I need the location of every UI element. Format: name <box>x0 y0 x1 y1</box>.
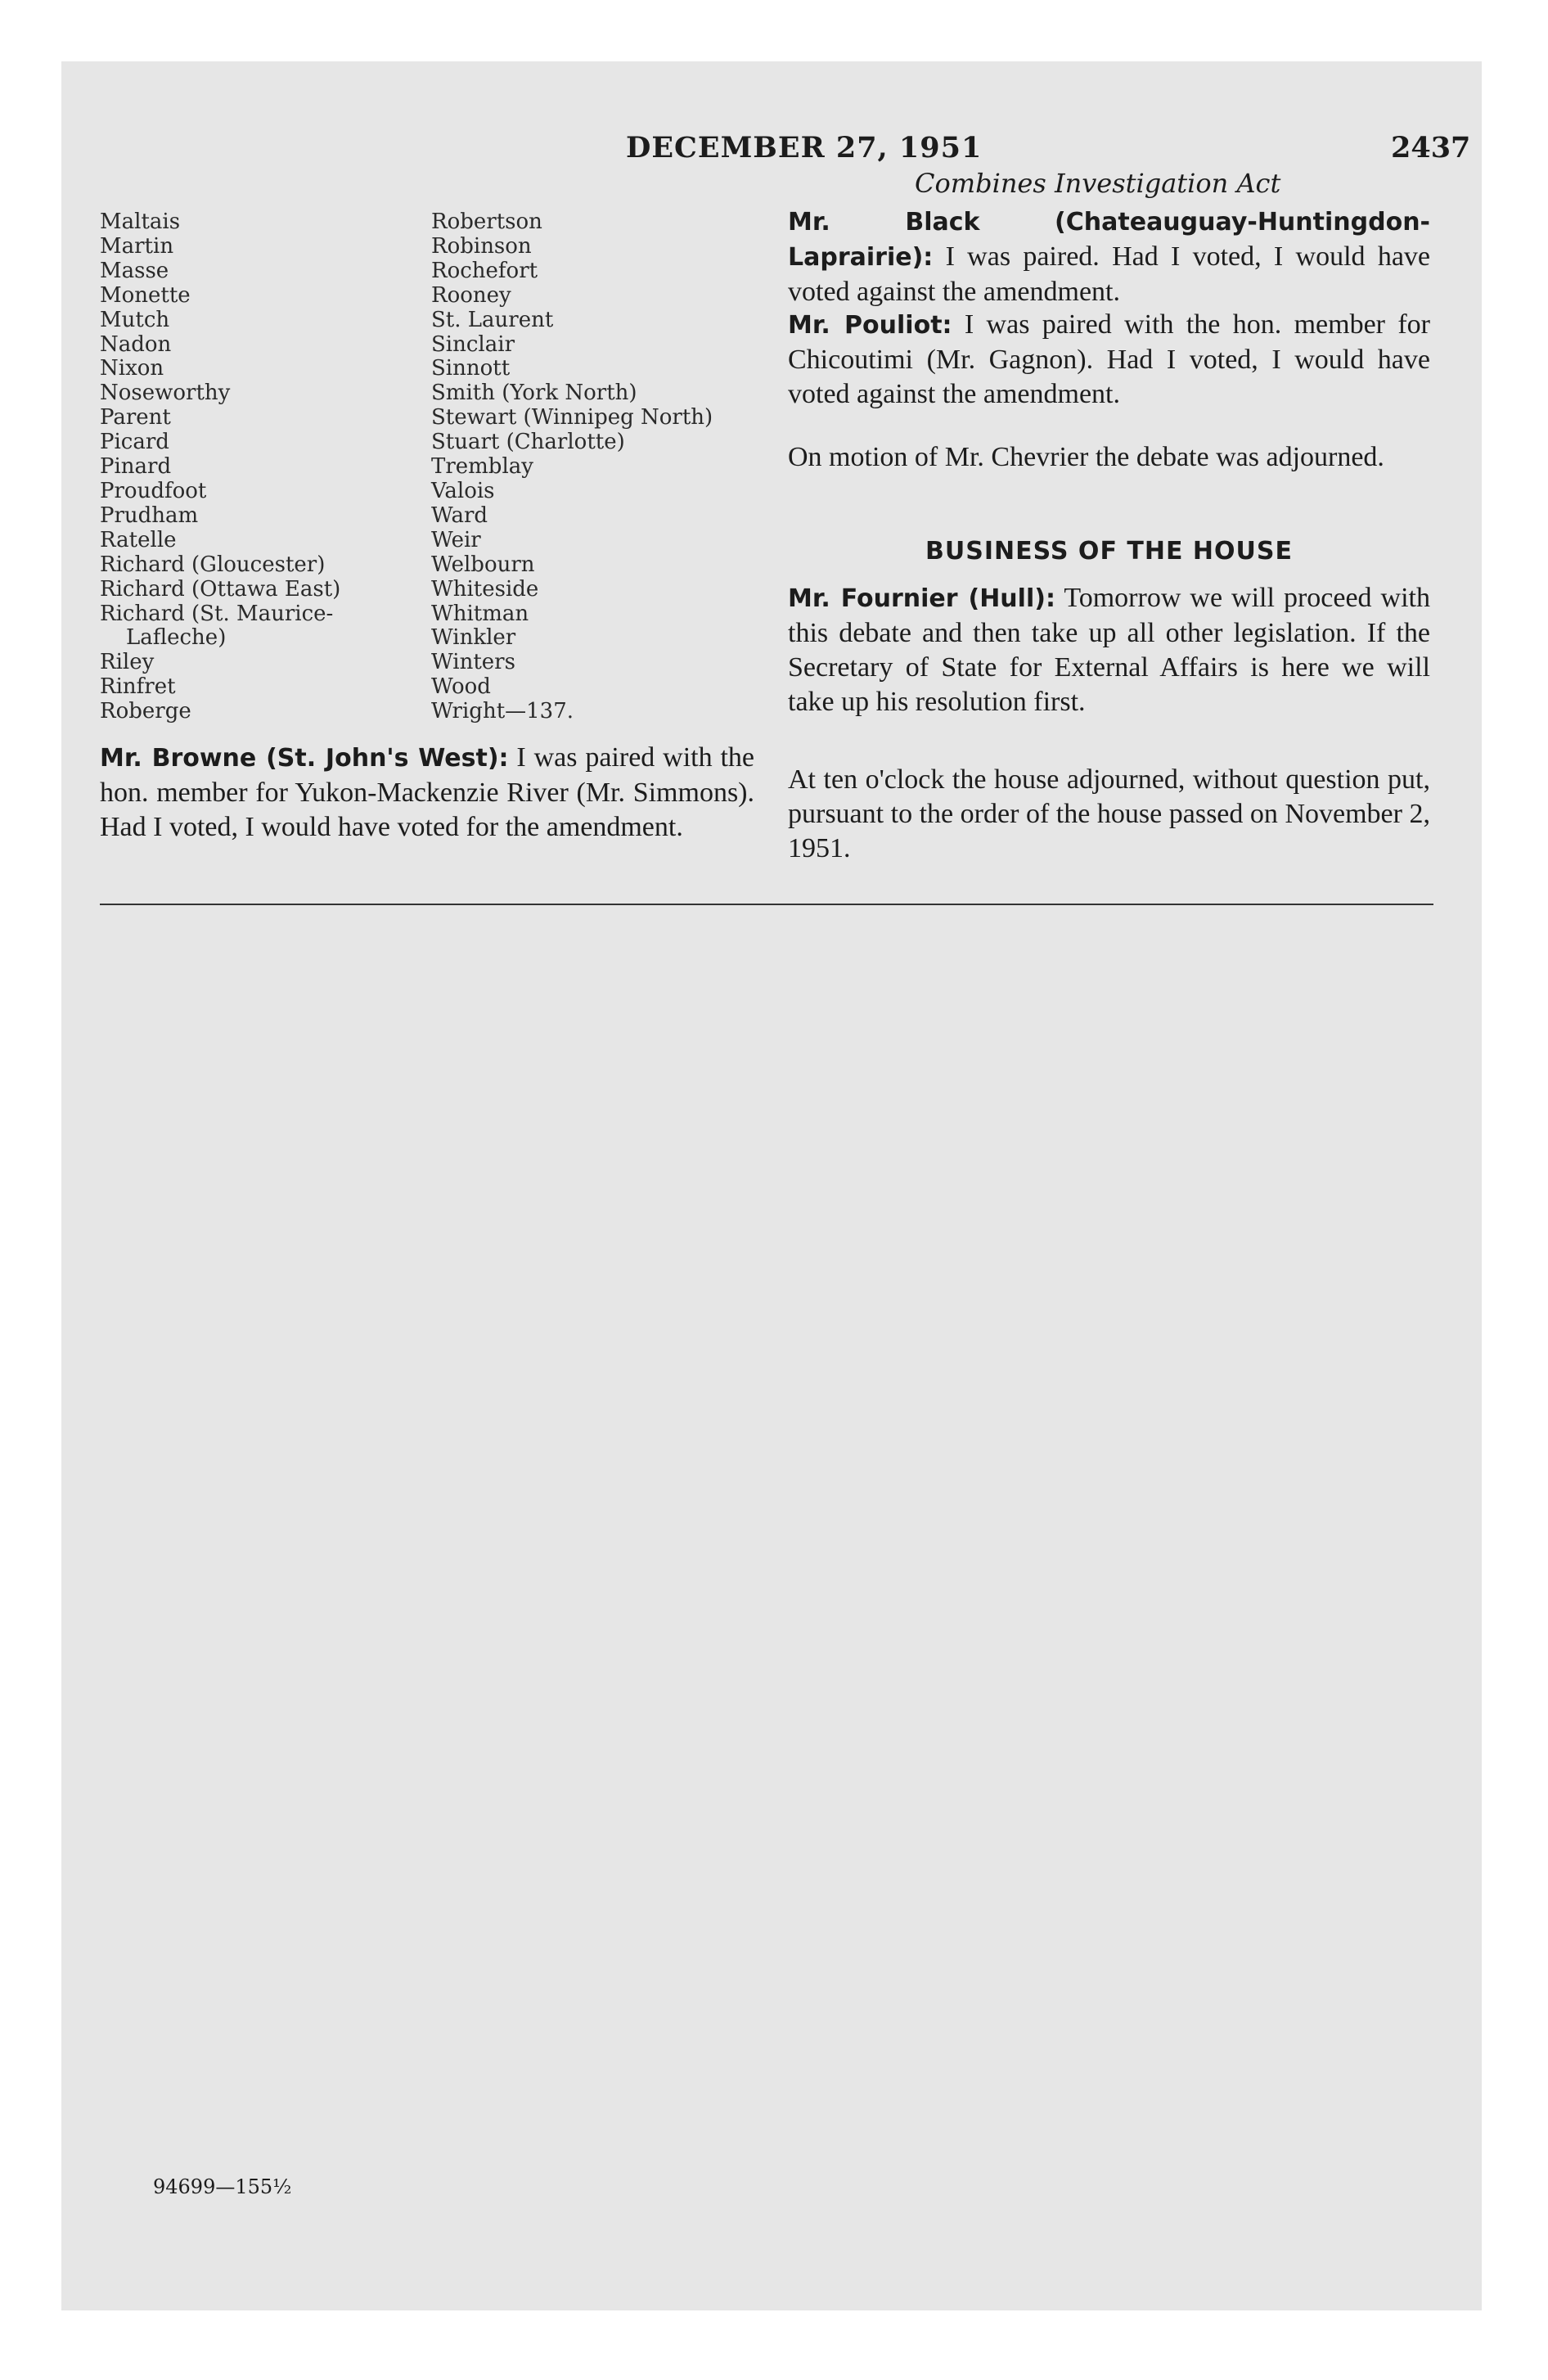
member-name: Sinclair <box>431 331 515 357</box>
member-name: Robertson <box>431 210 542 234</box>
member-name: Wood <box>431 674 491 700</box>
member-name: Rooney <box>431 282 511 308</box>
member-name: Richard (St. Maurice- <box>100 601 334 626</box>
member-name: Rinfret <box>100 674 176 700</box>
member-name: Welbourn <box>431 552 535 577</box>
member-name: Winters <box>431 650 515 675</box>
statement-text: I was paired. Had I voted, I would have voted against the amendment. <box>788 241 1430 307</box>
member-name: Stuart (Charlotte) <box>431 430 625 455</box>
running-title: Combines Investigation Act <box>915 168 1281 199</box>
member-name: Lafleche) <box>126 625 227 651</box>
member-name: Noseworthy <box>100 381 231 406</box>
member-name: Monette <box>100 282 191 308</box>
member-name: Robinson <box>431 233 532 259</box>
vote-list-right <box>431 210 713 724</box>
member-name: Ratelle <box>100 527 177 552</box>
speaker-name: Mr. Pouliot: <box>788 311 952 340</box>
member-name: Rochefort <box>431 258 538 283</box>
member-name: Maltais <box>100 210 181 234</box>
statement-text: Tomorrow we will proceed with this debate and then take up all other legislation. If the Secretary of State for External Affairs is here we will take up his resolution first. <box>788 583 1430 717</box>
member-name: Weir <box>431 527 481 552</box>
statement-browne <box>100 741 754 845</box>
member-name: Riley <box>100 650 155 675</box>
section-divider <box>100 904 1433 905</box>
adjournment-paragraph: At ten o'clock the house adjourned, without question put, pursuant to the order of the house passed on November 2, 1951. <box>788 764 1430 863</box>
member-name: Parent <box>100 405 171 430</box>
member-name: Ward <box>431 503 488 528</box>
vote-list-left <box>100 210 340 724</box>
member-name: Pinard <box>100 454 172 480</box>
member-name: Sinnott <box>431 356 511 381</box>
statement-fournier <box>788 581 1430 719</box>
member-name: Mutch <box>100 307 170 332</box>
member-name: Masse <box>100 258 169 283</box>
member-name: Winkler <box>431 625 516 651</box>
statement-black <box>788 205 1430 309</box>
footer-code: 94699—155½ <box>153 2175 292 2198</box>
speaker-name: Mr. Black (Chateauguay-Huntingdon-Laprairie): <box>788 208 1430 272</box>
member-name: Prudham <box>100 503 199 528</box>
statement-pouliot <box>788 308 1430 412</box>
member-name: Valois <box>431 478 495 503</box>
motion-paragraph: On motion of Mr. Chevrier the debate was adjourned. <box>788 442 1384 472</box>
page-number: 2437 <box>1391 131 1471 165</box>
member-name: Whitman <box>431 601 529 626</box>
member-name: Richard (Ottawa East) <box>100 576 341 602</box>
statement-text: I was paired with the hon. member for Chicoutimi (Mr. Gagnon). Had I voted, I would have voted against the amendment. <box>788 309 1430 409</box>
member-name: Picard <box>100 430 169 455</box>
member-name: Tremblay <box>431 454 533 480</box>
member-name: Martin <box>100 233 174 259</box>
header-date: DECEMBER 27, 1951 <box>626 131 983 165</box>
member-name: Wright—137. <box>431 699 574 724</box>
member-name: St. Laurent <box>431 307 554 332</box>
member-name: Nixon <box>100 356 164 381</box>
statement-text: I was paired with the hon. member for Yukon-Mackenzie River (Mr. Simmons). Had I voted, I would have voted for the amendment. <box>100 742 754 842</box>
section-heading: BUSINESS OF THE HOUSE <box>925 537 1293 566</box>
speaker-name: Mr. Browne (St. John's West): <box>100 744 509 773</box>
member-name: Smith (York North) <box>431 381 637 406</box>
member-name: Richard (Gloucester) <box>100 552 326 577</box>
member-name: Nadon <box>100 331 172 357</box>
member-name: Stewart (Winnipeg North) <box>431 405 713 430</box>
member-name: Whiteside <box>431 576 539 602</box>
member-name: Roberge <box>100 699 191 724</box>
speaker-name: Mr. Fournier (Hull): <box>788 584 1055 613</box>
member-name: Proudfoot <box>100 478 207 503</box>
